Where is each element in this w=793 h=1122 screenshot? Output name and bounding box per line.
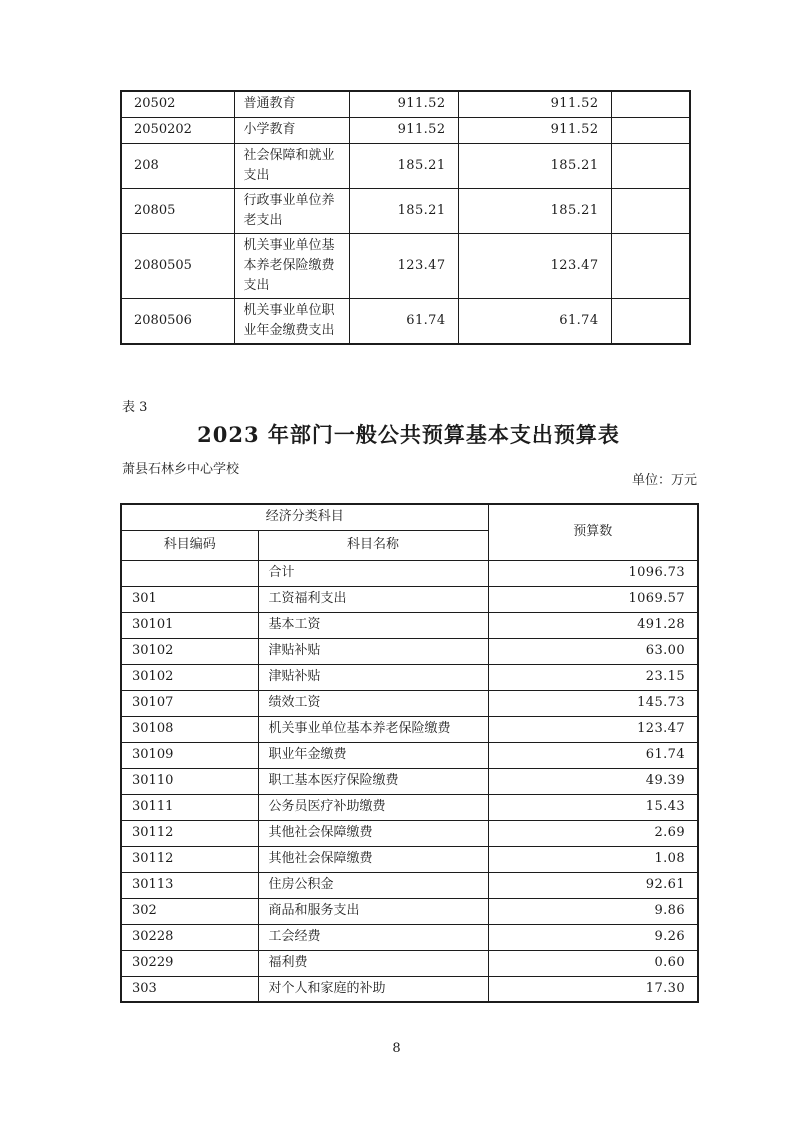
cell-name: 职业年金缴费: [258, 742, 488, 768]
cell-code: 2080506: [121, 298, 234, 344]
cell-code: 30107: [121, 690, 258, 716]
table-row: [121, 794, 698, 820]
org-name: 萧县石林乡中心学校: [122, 462, 240, 477]
cell-code: 208: [121, 143, 234, 188]
cell-note: [611, 233, 690, 298]
cell-budget: 911.52: [349, 91, 458, 117]
cell-name: 对个人和家庭的补助: [258, 976, 488, 1002]
cell-value: 145.73: [488, 690, 698, 716]
cell-value: 49.39: [488, 768, 698, 794]
table-row: [121, 924, 698, 950]
table-row: [121, 91, 690, 117]
cell-note: [611, 298, 690, 344]
cell-value: 23.15: [488, 664, 698, 690]
table-row: [121, 188, 690, 233]
table-header-row: [121, 504, 698, 530]
cell-name: 小学教育: [234, 117, 349, 143]
cell-code: 20502: [121, 91, 234, 117]
cell-name: 住房公积金: [258, 872, 488, 898]
cell-name: 社会保障和就业支出: [234, 143, 349, 188]
cell-name: 行政事业单位养老支出: [234, 188, 349, 233]
cell-code: 30112: [121, 820, 258, 846]
cell-code: 30102: [121, 638, 258, 664]
table-row: [121, 820, 698, 846]
cell-budget-2: 61.74: [458, 298, 611, 344]
cell-name: 其他社会保障缴费: [258, 846, 488, 872]
table-row: [121, 716, 698, 742]
header-group: 经济分类科目: [121, 504, 488, 530]
cell-name: 机关事业单位基本养老保险缴费支出: [234, 233, 349, 298]
table-row: [121, 586, 698, 612]
table-row: [121, 768, 698, 794]
cell-name: 机关事业单位基本养老保险缴费: [258, 716, 488, 742]
cell-name: 公务员医疗补助缴费: [258, 794, 488, 820]
cell-code: 2080505: [121, 233, 234, 298]
table-row: [121, 898, 698, 924]
table-row: [121, 690, 698, 716]
cell-code: 30108: [121, 716, 258, 742]
table-row: [121, 664, 698, 690]
cell-budget: 185.21: [349, 188, 458, 233]
cell-name: 商品和服务支出: [258, 898, 488, 924]
header-value: 预算数: [488, 504, 698, 560]
cell-budget-2: 123.47: [458, 233, 611, 298]
cell-value: 63.00: [488, 638, 698, 664]
table-row: [121, 742, 698, 768]
table3-label: 表 3: [122, 400, 148, 415]
table-row: [121, 560, 698, 586]
cell-value: 15.43: [488, 794, 698, 820]
cell-note: [611, 188, 690, 233]
cell-name: 工资福利支出: [258, 586, 488, 612]
basic-expenditure-budget-table: [120, 503, 699, 1003]
cell-budget: 185.21: [349, 143, 458, 188]
cell-value: 9.26: [488, 924, 698, 950]
cell-code: 30228: [121, 924, 258, 950]
table-row: [121, 976, 698, 1002]
cell-code: 30112: [121, 846, 258, 872]
functional-budget-continuation-table: [120, 90, 691, 345]
cell-budget: 61.74: [349, 298, 458, 344]
cell-name: 合计: [258, 560, 488, 586]
table-row: [121, 143, 690, 188]
cell-code: 30229: [121, 950, 258, 976]
cell-code: 303: [121, 976, 258, 1002]
cell-value: 1096.73: [488, 560, 698, 586]
cell-code: 30102: [121, 664, 258, 690]
cell-value: 123.47: [488, 716, 698, 742]
cell-budget-2: 911.52: [458, 91, 611, 117]
cell-name: 津贴补贴: [258, 638, 488, 664]
page-number: 8: [392, 1041, 401, 1056]
cell-name: 职工基本医疗保险缴费: [258, 768, 488, 794]
cell-value: 17.30: [488, 976, 698, 1002]
cell-note: [611, 91, 690, 117]
cell-value: 2.69: [488, 820, 698, 846]
cell-code: 2050202: [121, 117, 234, 143]
cell-code: 301: [121, 586, 258, 612]
page-title: 2023 年部门一般公共预算基本支出预算表: [197, 422, 620, 447]
cell-name: 普通教育: [234, 91, 349, 117]
cell-code: 30109: [121, 742, 258, 768]
cell-value: 1.08: [488, 846, 698, 872]
cell-budget-2: 185.21: [458, 188, 611, 233]
cell-note: [611, 117, 690, 143]
table-row: [121, 117, 690, 143]
cell-value: 61.74: [488, 742, 698, 768]
cell-name: 基本工资: [258, 612, 488, 638]
unit-label: 单位：万元: [631, 473, 697, 488]
cell-budget-2: 185.21: [458, 143, 611, 188]
cell-budget: 911.52: [349, 117, 458, 143]
table-row: [121, 872, 698, 898]
cell-name: 津贴补贴: [258, 664, 488, 690]
cell-value: 9.86: [488, 898, 698, 924]
table-row: [121, 233, 690, 298]
cell-name: 工会经费: [258, 924, 488, 950]
cell-value: 491.28: [488, 612, 698, 638]
cell-name: 机关事业单位职业年金缴费支出: [234, 298, 349, 344]
cell-code: 302: [121, 898, 258, 924]
cell-note: [611, 143, 690, 188]
cell-code: [121, 560, 258, 586]
cell-code: 30110: [121, 768, 258, 794]
cell-value: 92.61: [488, 872, 698, 898]
cell-value: 0.60: [488, 950, 698, 976]
cell-value: 1069.57: [488, 586, 698, 612]
header-code: 科目编码: [121, 530, 258, 560]
cell-budget: 123.47: [349, 233, 458, 298]
cell-name: 其他社会保障缴费: [258, 820, 488, 846]
header-name: 科目名称: [258, 530, 488, 560]
cell-budget-2: 911.52: [458, 117, 611, 143]
table-row: [121, 612, 698, 638]
cell-code: 20805: [121, 188, 234, 233]
table-row: [121, 950, 698, 976]
cell-name: 绩效工资: [258, 690, 488, 716]
table-row: [121, 298, 690, 344]
cell-code: 30113: [121, 872, 258, 898]
cell-code: 30101: [121, 612, 258, 638]
table-row: [121, 846, 698, 872]
table-row: [121, 638, 698, 664]
cell-code: 30111: [121, 794, 258, 820]
cell-name: 福利费: [258, 950, 488, 976]
